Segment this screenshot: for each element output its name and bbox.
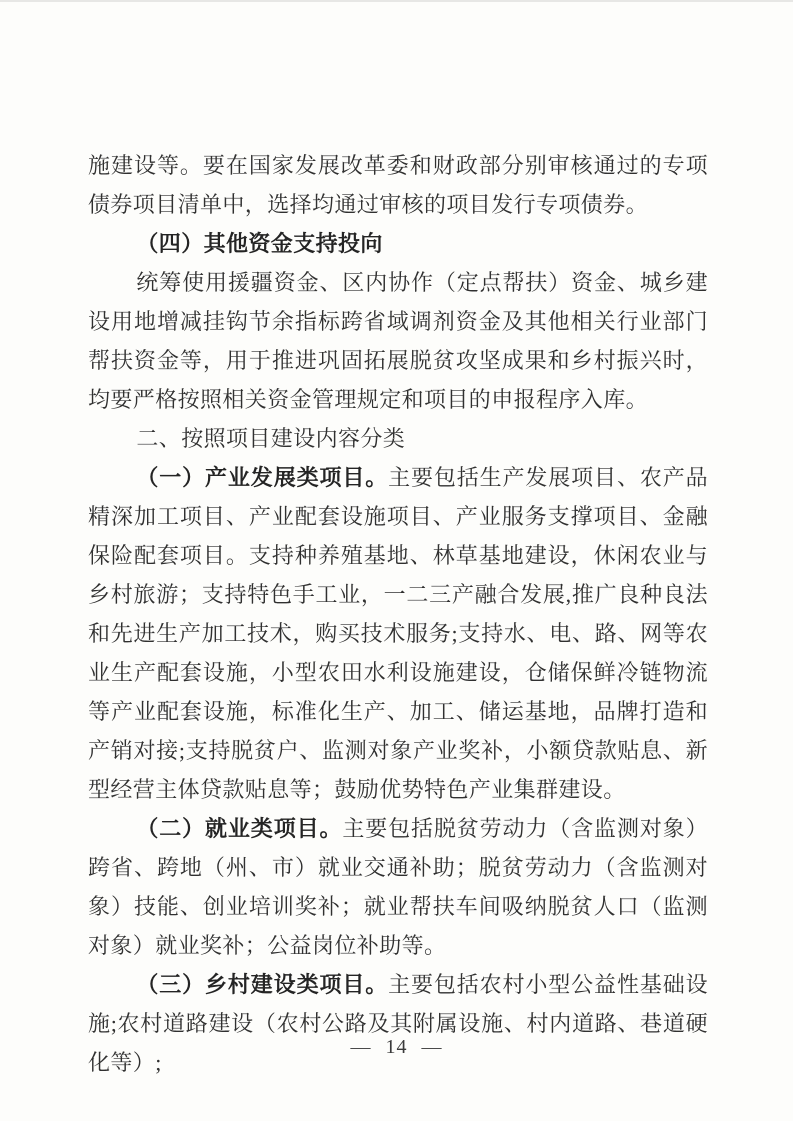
paragraph-lead-bold: （二）就业类项目。 (136, 816, 343, 841)
paragraph (88, 965, 708, 1082)
page-number: 14 (385, 1036, 408, 1058)
section-heading (88, 224, 708, 263)
paragraph-lead-bold: （三）乡村建设类项目。 (136, 972, 389, 997)
page-footer (0, 1036, 793, 1059)
paragraph-text: 二、按照项目建设内容分类 (136, 426, 406, 451)
paragraph-text: 主要包括生产发展项目、农产品精深加工项目、产业配套设施项目、产业服务支撑项目、金融保险配套项目。支持种养殖基地、林草基地建设，休闲农业与乡村旅游；支持特色手工业，一二三产融合发展,推广良种良法和先进生产加工技术，购买技术服务;支持水、电、路、网等农业生产配套设施，小型农田水利设施建设，仓储保鲜冷链物流等产业配套设施，标准化生产、加工、储运基地，品牌打造和产销对接;支持脱贫户、监测对象产业奖补，小额贷款贴息、新型经营主体贷款贴息等；鼓励优势特色产业集群建设。 (88, 465, 708, 802)
scan-artifact-line (0, 0, 793, 2)
paragraph-lead-bold: （一）产业发展类项目。 (136, 465, 389, 490)
text-block (88, 146, 708, 1082)
footer-right-dash: — (421, 1036, 443, 1058)
paragraph-text: （四）其他资金支持投向 (136, 231, 383, 256)
paragraph-text: 主要包括脱贫劳动力（含监测对象）跨省、跨地（州、市）就业交通补助；脱贫劳动力（含监测对象）技能、创业培训奖补；就业帮扶车间吸纳脱贫人口（监测对象）就业奖补；公益岗位补助等。 (88, 816, 708, 958)
footer-left-dash: — (350, 1036, 372, 1058)
paragraph (88, 809, 708, 965)
paragraph-text: 统筹使用援疆资金、区内协作（定点帮扶）资金、城乡建设用地增减挂钩节余指标跨省域调剂资金及其他相关行业部门帮扶资金等，用于推进巩固拓展脱贫攻坚成果和乡村振兴时，均要严格按照相关资金管理规定和项目的申报程序入库。 (88, 270, 708, 412)
paragraph-text: 主要包括农村小型公益性基础设施;农村道路建设（农村公路及其附属设施、村内道路、巷道硬化等）; (88, 972, 708, 1075)
paragraph (88, 458, 708, 809)
section-heading (88, 419, 708, 458)
paragraph (88, 146, 708, 224)
paragraph-text: 施建设等。要在国家发展改革委和财政部分别审核通过的专项债券项目清单中，选择均通过审核的项目发行专项债券。 (88, 153, 708, 217)
paragraph (88, 263, 708, 419)
